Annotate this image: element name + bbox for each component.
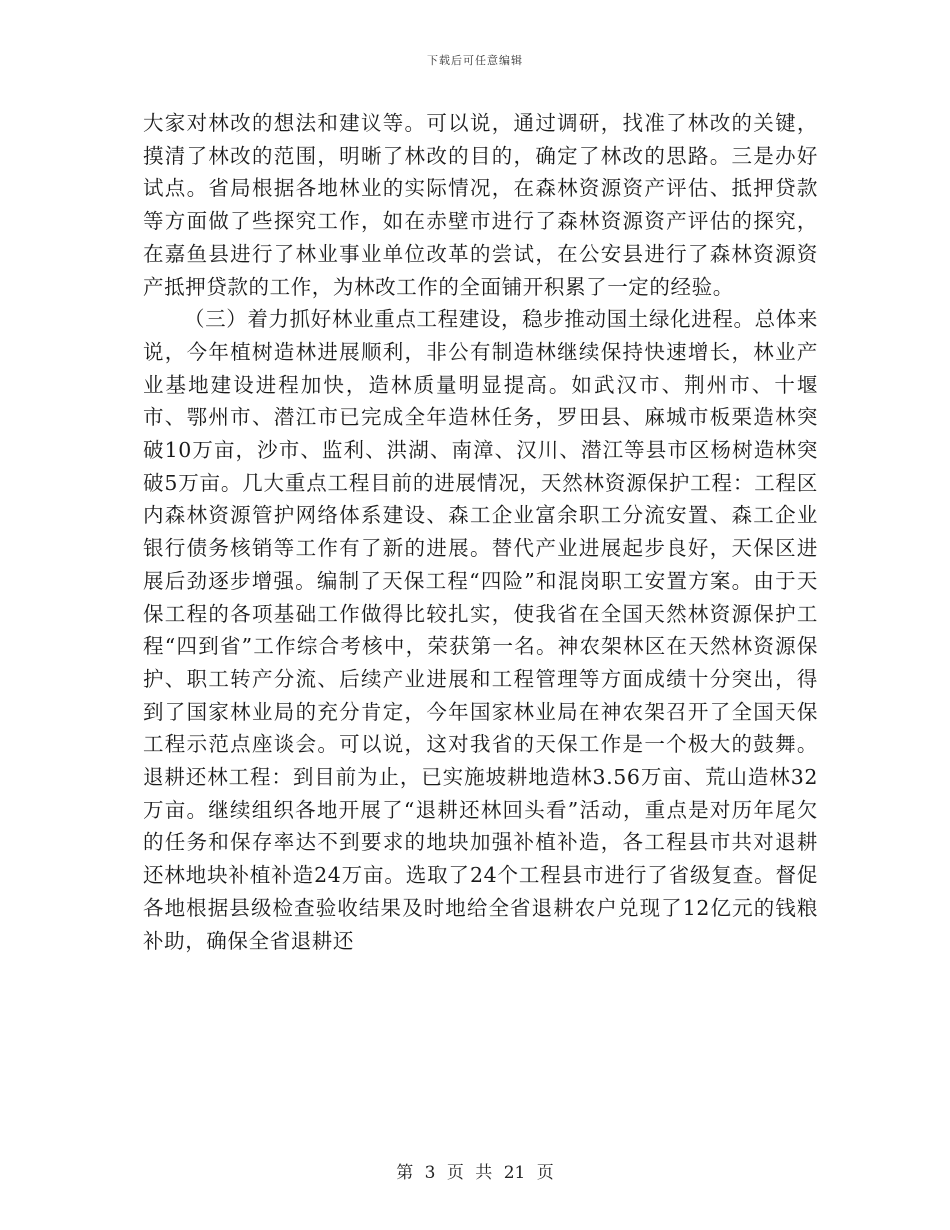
document-body — [143, 107, 818, 957]
paragraph-2: （三）着力抓好林业重点工程建设，稳步推动国土绿化进程。总体来说，今年植树造林进展顺利，非公有制造林继续保持快速增长，林业产业基地建设进程加快，造林质量明显提高。如武汉市、荆州市、十堰市、鄂州市、潜江市已完成全年造林任务，罗田县、麻城市板栗造林突破10万亩，沙市、监利、洪湖、南漳、汉川、潜江等县市区杨树造林突破5万亩。几大重点工程目前的进展情况，天然林资源保护工程：工程区内森林资源管护网络体系建设、森工企业富余职工分流安置、森工企业银行债务核销等工作有了新的进展。替代产业进展起步良好，天保区进展后劲逐步增强。编制了天保工程“四险”和混岗职工安置方案。由于天保工程的各项基础工作做得比较扎实，使我省在全国天然林资源保护工程“四到省”工作综合考核中，荣获第一名。神农架林区在天然林资源保护、职工转产分流、后续产业进展和工程管理等方面成绩十分突出，得到了国家林业局的充分肯定，今年国家林业局在神农架召开了全国天保工程示范点座谈会。可以说，这对我省的天保工作是一个极大的鼓舞。退耕还林工程：到目前为止，已实施坡耕地造林3.56万亩、荒山造林32万亩。继续组织各地开展了“退耕还林回头看”活动，重点是对历年尾欠的任务和保存率达不到要求的地块加强补植补造，各工程县市共对退耕还林地块补植补造24万亩。选取了24个工程县市进行了省级复查。督促各地根据县级检查验收结果及时地给全省退耕农户兑现了12亿元的钱粮补助，确保全省退耕还 — [143, 307, 818, 953]
page-number-footer: 第 3 页 共 21 页 — [396, 1163, 554, 1183]
paragraph-1: 大家对林改的想法和建议等。可以说，通过调研，找准了林改的关键，摸清了林改的范围，明晰了林改的目的，确定了林改的思路。三是办好试点。省局根据各地林业的实际情况，在森林资源资产评估、抵押贷款等方面做了些探究工作，如在赤壁市进行了森林资源资产评估的探究，在嘉鱼县进行了林业事业单位改革的尝试，在公安县进行了森林资源资产抵押贷款的工作，为林改工作的全面铺开积累了一定的经验。 — [143, 111, 818, 299]
page-header: 下载后可任意编辑 — [427, 54, 523, 67]
